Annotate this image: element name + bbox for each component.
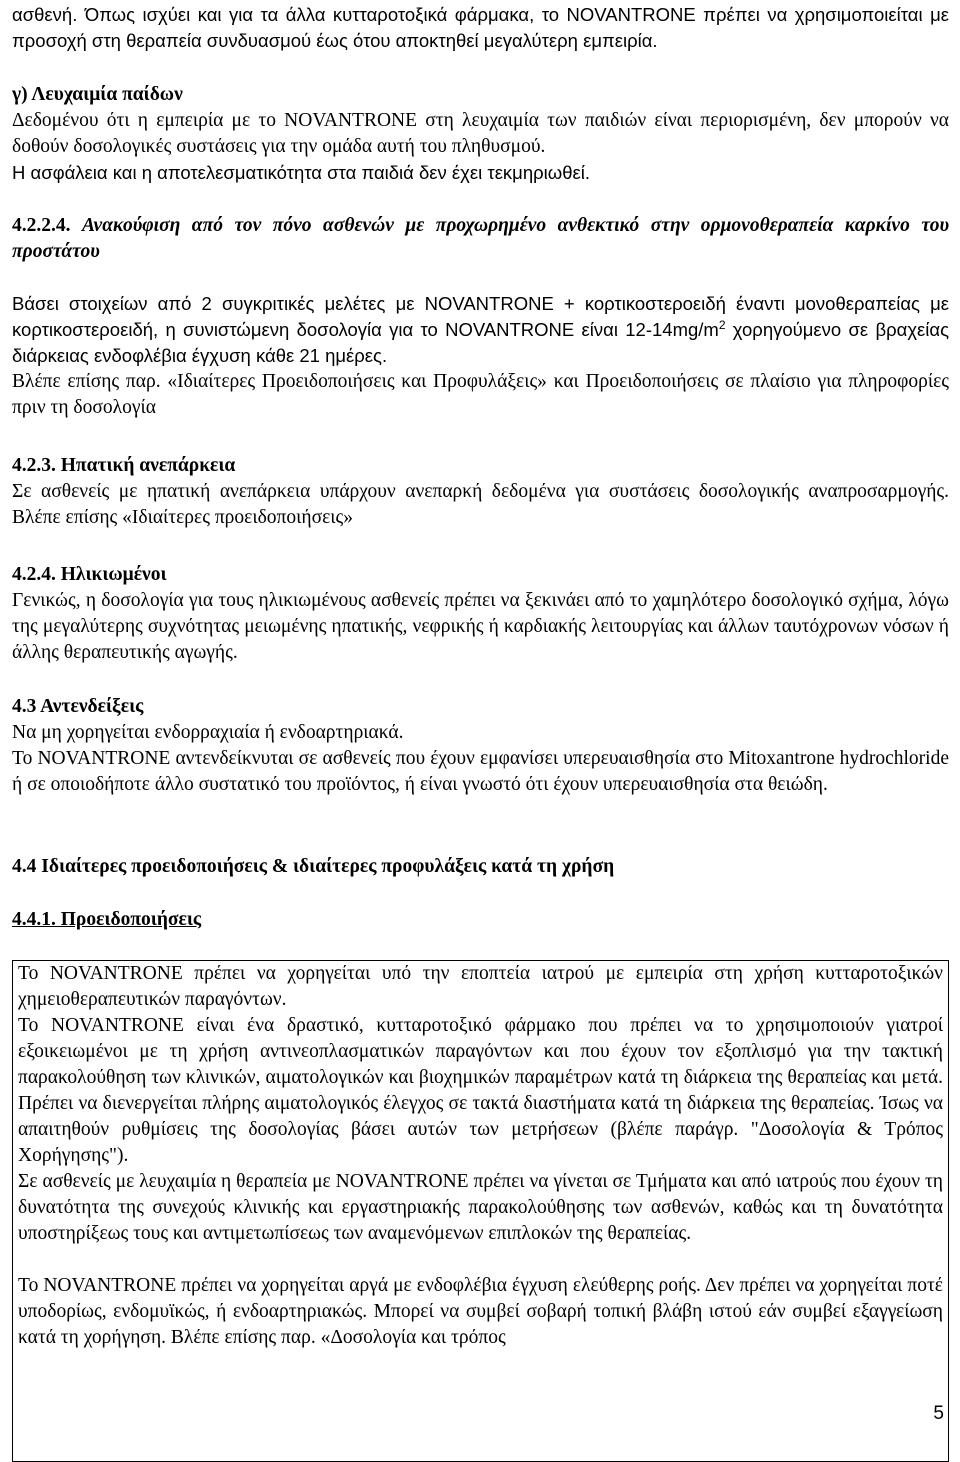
section-heading: 4.2.3. Ηπατική ανεπάρκεια bbox=[12, 455, 236, 476]
section-body: Να μη χορηγείται ενδορραχιαία ή ενδοαρτηριακά. bbox=[12, 722, 404, 743]
section-441 bbox=[12, 907, 949, 933]
section-number: 4.2.2.4. bbox=[12, 215, 71, 236]
section-body: Σε ασθενείς με ηπατική ανεπάρκεια υπάρχουν ανεπαρκή δεδομένα για συστάσεις δοσολογικής αναπροσαρμογής. Βλέπε επίσης «Ιδιαίτερες προειδοποιήσεις» bbox=[12, 481, 949, 528]
section-424 bbox=[12, 562, 949, 666]
warning-paragraph: Το NOVANTRONE είναι ένα δραστικό, κυτταροτοξικό φάρμακο που πρέπει να το χρησιμοποιούν γιατροί εξοικειωμένοι με τη χρήση αντινεοπλασματικών παραγόντων και που έχουν τον εξοπλισμό για την τακτική παρακολούθηση των κλινικών, αιματολογικών και βιοχημικών παραμέτρων κατά τη διάρκεια της θεραπείας και μετά. Πρέπει να διενεργείται πλήρης αιματολογικός έλεγχος σε τακτά διαστήματα κατά τη διάρκεια της θεραπείας. Ίσως να απαιτηθούν ρυθμίσεις της δοσολογίας βάσει αυτών των μετρήσεων (βλέπε παράγρ. "Δοσολογία & Τρόπος Χορήγησης"). bbox=[18, 1015, 943, 1166]
section-body: Βάσει στοιχείων από 2 συγκριτικές μελέτες με NOVANTRONE + κορτικοστεροειδή έναντι μονοθεραπείας με κορτικοστεροειδή, η συνιστώμενη δοσολογία για το NOVANTRONE είναι $12-14mg/m^2$ χορηγούμενο σε βραχείας διάρκειας ενδοφλέβια έγχυση κάθε 21 ημέρες. bbox=[12, 293, 950, 366]
section-body: Βλέπε επίσης παρ. «Ιδιαίτερες Προειδοποιήσεις και Προφυλάξεις» και Προειδοποιήσεις σε πλαίσιο για πληροφορίες πριν τη δοσολογία bbox=[12, 371, 949, 418]
warning-paragraph: Σε ασθενείς με λευχαιμία η θεραπεία με NOVANTRONE πρέπει να γίνεται σε Τμήματα και από ιατρούς που έχουν τη δυνατότητα της συνεχούς κλινικής και εργαστηριακής παρακολούθησης των ασθενών, καθώς και τη δυνατότητα υποστηρίξεως τους και αντιμετωπίσεως των αναμενόμενων επιπλοκών της θεραπείας. bbox=[18, 1171, 943, 1244]
section-body: Δεδομένου ότι η εμπειρία με το NOVANTRONE στη λευχαιμία των παιδιών είναι περιορισμένη, δεν μπορούν να δοθούν δοσολογικές συστάσεις για την ομάδα αυτή του πληθυσμού. bbox=[12, 110, 949, 157]
section-heading: 4.3 Αντενδείξεις bbox=[12, 696, 144, 717]
section-4224 bbox=[12, 213, 949, 265]
section-heading: γ) Λευχαιμία παίδων bbox=[12, 84, 183, 105]
section-4224-body-1 bbox=[12, 291, 949, 369]
section-heading: 4.4.1. Προειδοποιήσεις bbox=[12, 909, 202, 930]
section-pediatric-leukemia bbox=[12, 82, 949, 160]
intro-paragraph bbox=[12, 2, 949, 54]
warning-paragraph: Το NOVANTRONE πρέπει να χορηγείται αργά με ενδοφλέβια έγχυση ελεύθερης ροής. Δεν πρέπει να χορηγείται ποτέ υποδορίως, ενδομυϊκώς, ή ενδοαρτηριακώς. Μπορεί να συμβεί σοβαρή τοπική βλάβη ιστού εάν συμβεί εξαγγείωση κατά τη χορήγηση. Βλέπε επίσης παρ. «Δοσολογία και τρόπος bbox=[18, 1275, 943, 1348]
section-4224-body-2 bbox=[12, 369, 949, 421]
section-body: Η ασφάλεια και η αποτελεσματικότητα στα παιδιά δεν έχει τεκμηριωθεί. bbox=[12, 162, 590, 183]
section-heading: 4.4 Ιδιαίτερες προειδοποιήσεις & ιδιαίτερες προφυλάξεις κατά τη χρήση bbox=[12, 856, 615, 877]
page-number: 5 bbox=[933, 1403, 944, 1424]
section-423 bbox=[12, 453, 949, 531]
warning-box bbox=[12, 960, 949, 1462]
section-44 bbox=[12, 854, 949, 880]
intro-text: ασθενή. Όπως ισχύει και για τα άλλα κυτταροτοξικά φάρμακα, το NOVANTRONE πρέπει να χρησιμοποιείται με προσοχή στη θεραπεία συνδυασμού έως ότου αποκτηθεί μεγαλύτερη εμπειρία. bbox=[12, 4, 949, 51]
section-body: Γενικώς, η δοσολογία για τους ηλικιωμένους ασθενείς πρέπει να ξεκινάει από το χαμηλότερο δοσολογικό σχήμα, λόγω της μεγαλύτερης συχνότητας μειωμένης ηπατικής, νεφρικής ή καρδιακής λειτουργίας και άλλων ταυτόχρονων νόσων ή άλλης θεραπευτικής αγωγής. bbox=[12, 590, 949, 663]
warning-paragraph: Το NOVANTRONE πρέπει να χορηγείται υπό την εποπτεία ιατρού με εμπειρία στη χρήση κυτταροτοξικών χημειοθεραπευτικών παραγόντων. bbox=[18, 963, 943, 1010]
section-body: Το NOVANTRONE αντενδείκνυται σε ασθενείς που έχουν εμφανίσει υπερευαισθησία στο Mitoxantrone hydrochloride ή σε οποιοδήποτε άλλο συστατικό του προϊόντος, ή είναι γνωστό ότι έχουν υπερευαισθησία στα θειώδη. bbox=[12, 748, 949, 795]
pediatric-safety-paragraph bbox=[12, 160, 949, 186]
section-heading: 4.2.4. Ηλικιωμένοι bbox=[12, 564, 167, 585]
section-43 bbox=[12, 694, 949, 798]
section-title: Ανακούφιση από τον πόνο ασθενών με προχωρημένο ανθεκτικό στην ορμονοθεραπεία καρκίνο του προστάτου bbox=[12, 215, 950, 262]
